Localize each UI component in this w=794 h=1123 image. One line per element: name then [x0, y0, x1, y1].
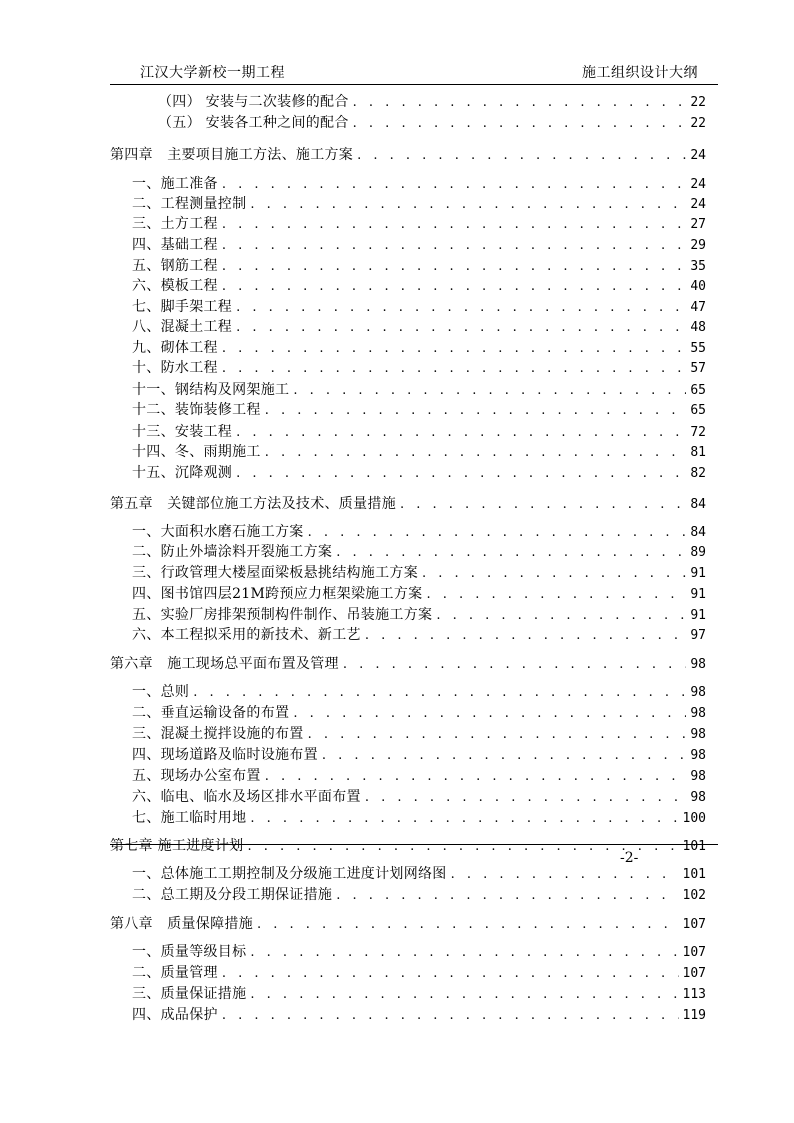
toc-entry-label: 第六章 施工现场总平面布置及管理 [110, 656, 339, 672]
toc-entry-page: 91 [690, 587, 706, 602]
toc-entry-page: 98 [690, 657, 706, 672]
toc-entry-page: 107 [682, 945, 706, 960]
toc-entry-label: 四、基础工程 [132, 237, 218, 253]
toc-dot-leader [336, 543, 686, 563]
toc-entry-label: 一、质量等级目标 [132, 944, 247, 960]
toc-entry [132, 625, 706, 645]
toc-entry-page: 24 [690, 197, 706, 212]
toc-entry [132, 214, 706, 234]
toc-dot-leader [222, 257, 687, 277]
toc-entry-page: 55 [690, 341, 706, 356]
toc-entry-label: 第四章 主要项目施工方法、施工方案 [110, 147, 354, 163]
toc-entry-label: 五、现场办公室布置 [132, 768, 261, 784]
toc-entry-label: 第八章 质量保障措施 [110, 916, 253, 932]
toc-entry-label: 九、砌体工程 [132, 340, 218, 356]
toc-entry [132, 942, 706, 962]
toc-dot-leader [222, 339, 687, 359]
toc-dot-leader [308, 725, 687, 745]
toc-entry [132, 724, 706, 744]
toc-entry-page: 107 [682, 966, 706, 981]
toc-entry-page: 97 [690, 628, 706, 643]
toc-entry-page: 81 [690, 445, 706, 460]
toc-dot-leader [293, 704, 686, 724]
toc-entry-page: 82 [690, 466, 706, 481]
toc-entry-label: 四、现场道路及临时设施布置 [132, 747, 318, 763]
toc-dot-leader [222, 359, 687, 379]
toc-entry [132, 605, 706, 625]
toc-entry [132, 276, 706, 296]
toc-entry-page: 65 [690, 403, 706, 418]
toc-entry-page: 119 [682, 1008, 706, 1023]
toc-entry [132, 682, 706, 702]
toc-dot-leader [247, 837, 678, 857]
toc-entry-label: 七、脚手架工程 [132, 299, 233, 315]
toc-dot-leader [353, 114, 687, 134]
toc-entry-label: 八、混凝土工程 [132, 319, 233, 335]
toc-entry-label: 二、垂直运输设备的布置 [132, 705, 290, 721]
toc-entry-page: 22 [690, 95, 706, 110]
header-project-title: 江汉大学新校一期工程 [140, 65, 285, 81]
toc-dot-leader [265, 767, 687, 787]
toc-entry [132, 256, 706, 276]
toc-entry-page: 24 [690, 148, 706, 163]
toc-dot-leader [236, 464, 686, 484]
toc-dot-leader [365, 788, 687, 808]
toc-entry [132, 400, 706, 420]
toc-entry [132, 787, 706, 807]
toc-entry [132, 1005, 706, 1025]
toc-entry-page: 65 [690, 383, 706, 398]
toc-dot-leader [353, 93, 687, 113]
toc-entry-label: 十、防水工程 [132, 360, 218, 376]
toc-entry-label: 三、土方工程 [132, 216, 218, 232]
toc-entry-label: 四、成品保护 [132, 1007, 218, 1023]
toc-entry-page: 24 [690, 177, 706, 192]
page-number: -2- [620, 850, 639, 866]
toc-dot-leader [343, 655, 687, 675]
toc-entry-label: 三、质量保证措施 [132, 986, 247, 1002]
toc-entry-page: 98 [690, 685, 706, 700]
toc-dot-leader [357, 146, 686, 166]
toc-chapter-entry [110, 654, 706, 674]
toc-entry-page: 113 [682, 987, 706, 1002]
toc-entry [132, 963, 706, 983]
toc-entry-page: 35 [690, 259, 706, 274]
toc-entry-label: 一、施工准备 [132, 176, 218, 192]
toc-entry [132, 885, 706, 905]
toc-dot-leader [222, 215, 687, 235]
toc-entry-page: 40 [690, 279, 706, 294]
toc-dot-leader [265, 401, 687, 421]
toc-entry [132, 745, 706, 765]
toc-entry [132, 766, 706, 786]
toc-entry [132, 358, 706, 378]
page-header [110, 62, 718, 82]
toc-dot-leader [250, 943, 678, 963]
toc-dot-leader [236, 318, 686, 338]
toc-entry-page: 107 [682, 917, 706, 932]
toc-entry-label: 十一、钢结构及网架施工 [132, 382, 290, 398]
toc-entry-label: 一、大面积水磨石施工方案 [132, 524, 304, 540]
toc-entry [132, 194, 706, 214]
toc-dot-leader [236, 423, 686, 443]
toc-entry [158, 113, 706, 133]
toc-entry-label: 二、质量管理 [132, 965, 218, 981]
toc-entry-page: 98 [690, 706, 706, 721]
toc-dot-leader [222, 175, 687, 195]
toc-dot-leader [422, 564, 686, 584]
toc-entry-page: 100 [682, 811, 706, 826]
toc-entry-page: 101 [682, 867, 706, 882]
toc-entry-page: 98 [690, 790, 706, 805]
toc-entry-page: 101 [682, 839, 706, 854]
toc-chapter-entry [110, 836, 706, 856]
toc-dot-leader [451, 865, 679, 885]
toc-entry-page: 91 [690, 608, 706, 623]
toc-dot-leader [222, 964, 679, 984]
header-divider [110, 84, 718, 85]
toc-entry [132, 864, 706, 884]
toc-entry-label: 二、总工期及分段工期保证措施 [132, 887, 333, 903]
toc-entry [132, 563, 706, 583]
toc-entry [132, 522, 706, 542]
toc-dot-leader [193, 683, 686, 703]
toc-entry-page: 102 [682, 888, 706, 903]
toc-entry-label: 十四、冬、雨期施工 [132, 444, 261, 460]
toc-dot-leader [322, 746, 686, 766]
toc-entry-label: 第五章 关键部位施工方法及技术、质量措施 [110, 496, 396, 512]
toc-chapter-entry [110, 145, 706, 165]
toc-entry-label: 六、临电、临水及场区排水平面布置 [132, 789, 361, 805]
toc-entry-label: 第七章 施工进度计划 [110, 838, 244, 854]
toc-entry-label: 四、图书馆四层21M跨预应力框架梁施工方案 [132, 586, 423, 602]
toc-entry-page: 22 [690, 116, 706, 131]
toc-dot-leader [222, 236, 687, 256]
toc-entry [132, 984, 706, 1004]
toc-chapter-entry [110, 494, 706, 514]
toc-entry-page: 72 [690, 425, 706, 440]
toc-entry-page: 29 [690, 238, 706, 253]
toc-entry-page: 47 [690, 300, 706, 315]
header-document-title: 施工组织设计大纲 [582, 65, 698, 81]
toc-entry-label: 一、总则 [132, 684, 190, 700]
toc-entry [132, 174, 706, 194]
toc-dot-leader [293, 381, 686, 401]
toc-entry [132, 442, 706, 462]
footer-divider [110, 844, 718, 845]
toc-dot-leader [222, 277, 687, 297]
toc-entry [132, 422, 706, 442]
toc-entry-label: 三、混凝土搅拌设施的布置 [132, 726, 304, 742]
toc-dot-leader [250, 985, 678, 1005]
toc-entry-label: 三、行政管理大楼屋面梁板悬挑结构施工方案 [132, 565, 418, 581]
toc-entry-label: （四） 安装与二次装修的配合 [158, 94, 349, 110]
toc-entry-label: （五） 安装各工种之间的配合 [158, 115, 349, 131]
toc-entry-page: 98 [690, 727, 706, 742]
toc-entry [132, 297, 706, 317]
toc-dot-leader [400, 495, 686, 515]
toc-dot-leader [265, 443, 687, 463]
toc-dot-leader [436, 606, 686, 626]
toc-entry [132, 703, 706, 723]
toc-entry [132, 584, 706, 604]
toc-entry-label: 七、施工临时用地 [132, 810, 247, 826]
toc-dot-leader [308, 523, 687, 543]
toc-entry-page: 57 [690, 361, 706, 376]
toc-entry [132, 338, 706, 358]
toc-dot-leader [336, 886, 678, 906]
toc-dot-leader [365, 626, 687, 646]
toc-entry-label: 六、本工程拟采用的新技术、新工艺 [132, 627, 361, 643]
toc-dot-leader [250, 195, 686, 215]
toc-dot-leader [236, 298, 686, 318]
toc-entry-label: 一、总体施工工期控制及分级施工进度计划网络图 [132, 866, 447, 882]
toc-entry-label: 二、防止外墙涂料开裂施工方案 [132, 544, 333, 560]
toc-entry-label: 十二、装饰装修工程 [132, 402, 261, 418]
toc-entry-page: 91 [690, 566, 706, 581]
toc-entry-page: 98 [690, 769, 706, 784]
toc-entry-page: 48 [690, 320, 706, 335]
toc-entry-page: 84 [690, 497, 706, 512]
toc-entry [132, 380, 706, 400]
toc-entry [132, 542, 706, 562]
toc-dot-leader [222, 1006, 679, 1026]
toc-entry-label: 五、钢筋工程 [132, 258, 218, 274]
toc-entry-label: 五、实验厂房排架预制构件制作、吊装施工方案 [132, 607, 433, 623]
toc-entry-page: 84 [690, 525, 706, 540]
toc-entry [132, 317, 706, 337]
toc-entry [132, 235, 706, 255]
toc-entry [132, 463, 706, 483]
toc-dot-leader [257, 915, 679, 935]
toc-entry-label: 十三、安装工程 [132, 424, 233, 440]
toc-dot-leader [250, 809, 678, 829]
toc-chapter-entry [110, 914, 706, 934]
toc-dot-leader [426, 585, 686, 605]
toc-entry-page: 89 [690, 545, 706, 560]
toc-entry [158, 92, 706, 112]
toc-entry-page: 98 [690, 748, 706, 763]
toc-entry [132, 808, 706, 828]
toc-entry-page: 27 [690, 217, 706, 232]
toc-entry-label: 十五、沉降观测 [132, 465, 233, 481]
toc-entry-label: 二、工程测量控制 [132, 196, 247, 212]
toc-entry-label: 六、模板工程 [132, 278, 218, 294]
